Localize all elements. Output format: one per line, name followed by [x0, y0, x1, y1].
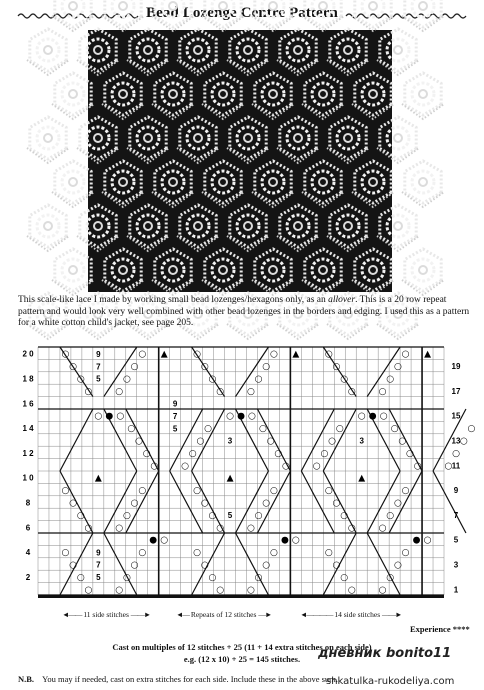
yarn-over-symbol: ○ — [332, 498, 341, 509]
lace-photograph — [88, 30, 392, 292]
nb-note — [18, 674, 338, 684]
yarn-over-symbol: ○ — [115, 585, 124, 596]
description-text-2: . This is a 20 row repeat pattern and would look very well combined with other bead lozenges in the borders and edging. I used this as a pattern for a white cotton child's jacket, see page 205. — [18, 295, 470, 328]
stitch-count-number: 5 — [96, 374, 101, 384]
nb-text: You may if needed, cast on extra stitches for each side. Include these in the above sum. — [42, 674, 338, 684]
yarn-over-symbol: ○ — [324, 548, 333, 559]
row-number-left: 1 6 — [22, 399, 34, 409]
lozenge-edge — [170, 471, 203, 533]
yarn-over-symbol: ○ — [142, 448, 151, 459]
bobble-symbol: ● — [412, 535, 421, 546]
yarn-over-symbol: ○ — [116, 411, 125, 422]
yarn-over-symbol: ○ — [386, 510, 395, 521]
yarn-over-symbol: ○ — [335, 424, 344, 435]
yarn-over-symbol: ○ — [160, 535, 169, 546]
bobble-symbol: ● — [237, 411, 245, 422]
yarn-over-symbol: ○ — [259, 424, 267, 435]
yarn-over-symbol: ○ — [138, 486, 147, 497]
lozenge-edge — [60, 409, 93, 471]
yarn-over-symbol: ○ — [324, 349, 333, 360]
yarn-over-symbol: ○ — [406, 448, 414, 459]
yarn-over-symbol: ○ — [393, 498, 402, 509]
yarn-over-symbol: ○ — [459, 436, 468, 447]
yarn-over-symbol: ○ — [115, 386, 124, 397]
yarn-over-symbol: ○ — [188, 448, 197, 459]
yarn-over-symbol: ○ — [269, 548, 278, 559]
yarn-over-symbol: ○ — [76, 572, 85, 583]
yarn-over-symbol: ○ — [378, 386, 387, 397]
yarn-over-symbol: ○ — [200, 560, 209, 571]
yarn-over-symbol: ○ — [262, 362, 271, 373]
yarn-over-symbol: ○ — [393, 362, 402, 373]
row-number-right: 15 — [451, 411, 461, 421]
yarn-over-symbol: ○ — [130, 498, 139, 509]
stitch-count-number: 7 — [172, 411, 178, 421]
yarn-over-symbol: ○ — [135, 436, 143, 447]
yarn-over-symbol: ○ — [193, 548, 202, 559]
yarn-over-symbol: ○ — [266, 436, 275, 447]
row-number-left: 1 4 — [22, 424, 34, 434]
yarn-over-symbol: ○ — [193, 349, 202, 360]
yarn-over-symbol: ○ — [84, 585, 93, 596]
yarn-over-symbol: ○ — [452, 448, 460, 459]
yarn-over-symbol: ○ — [328, 436, 337, 447]
span-left-text: 11 side stitches — [83, 610, 129, 619]
row-number-left: 1 8 — [22, 374, 34, 384]
yarn-over-symbol: ○ — [269, 486, 278, 497]
yarn-over-symbol: ○ — [340, 510, 349, 521]
watermark-main: дневник bonito11 — [318, 646, 452, 661]
yarn-over-symbol: ○ — [76, 374, 85, 385]
yarn-over-symbol: ○ — [208, 572, 217, 583]
cast-on-line-2: e.g. (12 x 10) + 25 = 145 stitches. — [183, 654, 301, 664]
stitch-count-number: 3 — [359, 436, 364, 446]
bobble-symbol: ● — [105, 411, 114, 422]
yarn-over-symbol: ○ — [347, 386, 356, 397]
yarn-over-symbol: ○ — [248, 411, 256, 422]
yarn-over-symbol: ○ — [262, 498, 271, 509]
yarn-over-symbol: ○ — [216, 523, 225, 534]
watermark-site: shkatulka-rukodeliya.com — [326, 676, 455, 687]
yarn-over-symbol: ○ — [246, 523, 255, 534]
yarn-over-symbol: ○ — [379, 411, 388, 422]
yarn-over-symbol: ○ — [357, 411, 366, 422]
yarn-over-symbol: ○ — [274, 448, 283, 459]
row-number-right: 3 — [453, 560, 459, 570]
cast-on-line-1: Cast on multiples of 12 stitches + 25 (11 + 14 extra stitches on each side) — [112, 642, 372, 652]
yarn-over-symbol: ○ — [122, 572, 131, 583]
row-number-right: 1 — [453, 585, 459, 595]
yarn-over-symbol: ○ — [122, 374, 131, 385]
yarn-over-symbol: ○ — [130, 362, 139, 373]
yarn-over-symbol: ○ — [181, 461, 189, 472]
yarn-over-symbol: ○ — [208, 510, 217, 521]
yarn-over-symbol: ○ — [69, 560, 78, 571]
stitch-count-number: 7 — [96, 560, 101, 570]
yarn-over-symbol: ○ — [332, 362, 341, 373]
yarn-over-symbol: ○ — [269, 349, 278, 360]
row-number-left: 2 0 — [22, 349, 34, 359]
yarn-over-symbol: ○ — [347, 585, 356, 596]
yarn-over-symbol: ○ — [378, 523, 387, 534]
yarn-over-symbol: ○ — [69, 362, 78, 373]
yarn-over-symbol: ○ — [324, 486, 333, 497]
stitch-count-number: 5 — [227, 511, 233, 521]
yarn-over-symbol: ○ — [340, 374, 349, 385]
yarn-over-symbol: ○ — [127, 424, 136, 435]
lozenge-symbol: ▲ — [424, 349, 432, 360]
bobble-symbol: ● — [368, 411, 377, 422]
lozenge-symbol: ▲ — [358, 473, 366, 484]
row-number-left: 2 — [25, 572, 31, 582]
yarn-over-symbol: ○ — [282, 461, 290, 472]
description-text-1: This scale-like lace I made by working small bead lozenges/hexagons only, as an — [18, 295, 329, 305]
yarn-over-symbol: ○ — [254, 572, 263, 583]
yarn-over-symbol: ○ — [332, 560, 341, 571]
yarn-over-symbol: ○ — [254, 374, 263, 385]
yarn-over-symbol: ○ — [138, 548, 147, 559]
row-number-right: 11 — [451, 461, 461, 471]
yarn-over-symbol: ○ — [312, 461, 321, 472]
yarn-over-symbol: ○ — [444, 461, 453, 472]
stitch-count-number: 9 — [172, 399, 178, 409]
stitch-count-number: 7 — [96, 362, 101, 372]
yarn-over-symbol: ○ — [401, 349, 410, 360]
row-number-left: 1 2 — [22, 448, 34, 458]
yarn-over-symbol: ○ — [467, 424, 476, 435]
yarn-over-symbol: ○ — [204, 424, 213, 435]
bobble-symbol: ● — [280, 535, 289, 546]
yarn-over-symbol: ○ — [401, 548, 410, 559]
nb-label: N.B. — [18, 674, 35, 684]
yarn-over-symbol: ○ — [262, 560, 271, 571]
stitch-count-number: 5 — [96, 573, 101, 583]
stitch-count-number: 9 — [96, 349, 101, 359]
row-number-left: 6 — [25, 523, 31, 533]
yarn-over-symbol: ○ — [193, 486, 202, 497]
row-number-right: 5 — [453, 535, 459, 545]
row-number-right: 19 — [451, 362, 461, 372]
span-left-label: ◄—— 11 side stitches ——► — [62, 610, 151, 619]
bobble-symbol: ● — [149, 535, 158, 546]
yarn-over-symbol: ○ — [386, 374, 395, 385]
yarn-over-symbol: ○ — [94, 411, 103, 422]
span-right-label: ◄———— 14 side stitches ——► — [300, 610, 402, 619]
yarn-over-symbol: ○ — [61, 349, 70, 360]
yarn-over-symbol: ○ — [378, 585, 387, 596]
yarn-over-symbol: ○ — [200, 362, 209, 373]
yarn-over-symbol: ○ — [386, 572, 395, 583]
stitch-count-number: 3 — [227, 436, 233, 446]
stitch-count-number: 9 — [96, 548, 101, 558]
yarn-over-symbol: ○ — [413, 461, 422, 472]
yarn-over-symbol: ○ — [208, 374, 217, 385]
yarn-over-symbol: ○ — [115, 523, 124, 534]
yarn-over-symbol: ○ — [69, 498, 78, 509]
row-number-right: 13 — [451, 436, 461, 446]
page-title: Bead Lozenge Centre Pattern — [146, 5, 338, 21]
knitting-chart — [18, 345, 476, 607]
experience-rating: Experience **** — [410, 624, 470, 634]
yarn-over-symbol: ○ — [320, 448, 329, 459]
yarn-over-symbol: ○ — [390, 424, 399, 435]
span-middle-text: Repeats of 12 stitches — [190, 610, 257, 619]
description-italic: allover — [328, 295, 356, 305]
yarn-over-symbol: ○ — [196, 436, 205, 447]
span-right-text: 14 side stitches — [334, 610, 381, 619]
lozenge-symbol: ▲ — [292, 349, 300, 360]
row-number-left: 4 — [25, 548, 31, 558]
yarn-over-symbol: ○ — [393, 560, 402, 571]
yarn-over-symbol: ○ — [398, 436, 407, 447]
yarn-over-symbol: ○ — [216, 386, 225, 397]
yarn-over-symbol: ○ — [84, 386, 93, 397]
lozenge-edge — [301, 471, 334, 533]
row-number-right: 17 — [451, 386, 461, 396]
yarn-over-symbol: ○ — [200, 498, 209, 509]
span-middle-label: ◄— Repeats of 12 stitches —► — [176, 610, 272, 619]
yarn-over-symbol: ○ — [401, 486, 410, 497]
lozenge-symbol: ▲ — [160, 349, 168, 360]
yarn-over-symbol: ○ — [246, 585, 255, 596]
yarn-over-symbol: ○ — [122, 510, 131, 521]
yarn-over-symbol: ○ — [84, 523, 93, 534]
row-number-left: 8 — [25, 498, 31, 508]
yarn-over-symbol: ○ — [291, 535, 300, 546]
yarn-over-symbol: ○ — [61, 486, 70, 497]
yarn-over-symbol: ○ — [340, 572, 349, 583]
yarn-over-symbol: ○ — [216, 585, 225, 596]
yarn-over-symbol: ○ — [150, 461, 159, 472]
row-number-right: 7 — [453, 510, 459, 520]
yarn-over-symbol: ○ — [423, 535, 432, 546]
lozenge-symbol: ▲ — [94, 473, 102, 484]
yarn-over-symbol: ○ — [246, 386, 255, 397]
yarn-over-symbol: ○ — [347, 523, 356, 534]
lace-image — [88, 30, 392, 292]
stitch-count-number: 5 — [172, 424, 178, 434]
lozenge-symbol: ▲ — [226, 473, 234, 484]
lozenge-edge — [433, 471, 466, 533]
yarn-over-symbol: ○ — [130, 560, 139, 571]
row-number-left: 1 0 — [22, 473, 34, 483]
pattern-description — [18, 295, 470, 330]
yarn-over-symbol: ○ — [76, 510, 85, 521]
yarn-over-symbol: ○ — [226, 411, 234, 422]
yarn-over-symbol: ○ — [138, 349, 147, 360]
yarn-over-symbol: ○ — [61, 548, 70, 559]
yarn-over-symbol: ○ — [254, 510, 263, 521]
row-number-right: 9 — [453, 486, 459, 496]
